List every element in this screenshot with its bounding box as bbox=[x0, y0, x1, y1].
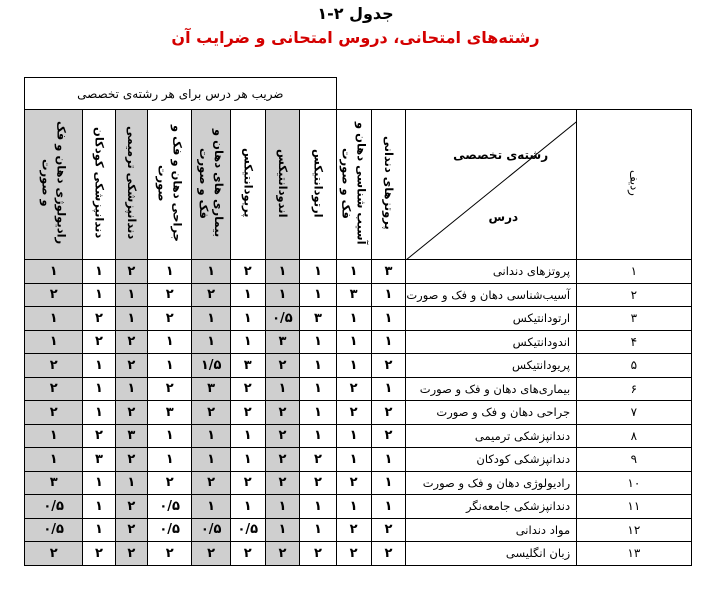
coefficients-table bbox=[24, 77, 711, 566]
specialty-header-3 bbox=[300, 110, 336, 260]
coefficient-cell: ۱ bbox=[300, 260, 336, 284]
coefficient-cell: ۲ bbox=[25, 283, 83, 307]
coefficient-cell: ۳ bbox=[230, 354, 265, 378]
coefficient-cell: ۱ bbox=[25, 424, 83, 448]
coefficient-cell: ۰/۵ bbox=[147, 495, 191, 519]
coefficient-cell: ۱ bbox=[147, 424, 191, 448]
coefficient-cell: ۳ bbox=[147, 401, 191, 425]
specialty-header-4 bbox=[265, 110, 300, 260]
coefficient-cell: ۲ bbox=[25, 542, 83, 566]
coefficient-cell: ۲ bbox=[371, 542, 406, 566]
coefficient-cell: ۲ bbox=[83, 542, 115, 566]
specialty-header-8 bbox=[115, 110, 147, 260]
table-row bbox=[25, 471, 711, 495]
specialty-label: رادیولوژی دهان و فک و صورت bbox=[39, 121, 69, 245]
coefficient-cell: ۲ bbox=[115, 518, 147, 542]
course-name: دندانپزشکی جامعه‌نگر bbox=[406, 495, 577, 519]
coefficient-cell: ۱ bbox=[371, 448, 406, 472]
coefficient-cell: ۱ bbox=[300, 495, 336, 519]
coefficient-cell: ۱ bbox=[192, 330, 231, 354]
specialty-header-row bbox=[25, 110, 711, 260]
coefficient-cell: ۲ bbox=[265, 424, 300, 448]
coefficient-cell: ۰/۵ bbox=[25, 518, 83, 542]
coefficient-cell: ۳ bbox=[115, 424, 147, 448]
specialty-course-diagonal-header bbox=[406, 110, 577, 260]
coefficient-cell: ۰/۵ bbox=[25, 495, 83, 519]
coefficient-cell: ۲ bbox=[192, 401, 231, 425]
coefficient-cell: ۱ bbox=[336, 354, 371, 378]
coefficient-cell: ۲ bbox=[25, 377, 83, 401]
coefficient-cell: ۲ bbox=[371, 354, 406, 378]
coefficient-cell: ۰/۵ bbox=[265, 307, 300, 331]
coefficient-cell: ۱ bbox=[230, 495, 265, 519]
table-row bbox=[25, 518, 711, 542]
table-body bbox=[25, 78, 711, 566]
coefficient-cell: ۳ bbox=[25, 471, 83, 495]
coefficient-cell: ۱ bbox=[300, 424, 336, 448]
coefficient-cell: ۲ bbox=[115, 448, 147, 472]
row-number: ۳ bbox=[577, 307, 691, 331]
coefficient-cell: ۱ bbox=[147, 260, 191, 284]
row-number: ۸ bbox=[577, 424, 691, 448]
coefficient-cell: ۱ bbox=[83, 518, 115, 542]
coefficient-cell: ۲ bbox=[336, 518, 371, 542]
coefficient-cell: ۱ bbox=[300, 518, 336, 542]
coefficient-cell: ۱ bbox=[115, 283, 147, 307]
coefficient-cell: ۲ bbox=[115, 354, 147, 378]
coefficient-cell: ۱/۵ bbox=[192, 354, 231, 378]
coefficient-cell: ۱ bbox=[300, 330, 336, 354]
coefficient-cell: ۳ bbox=[192, 377, 231, 401]
coefficient-cell: ۲ bbox=[83, 330, 115, 354]
course-name: بیماری‌های دهان و فک و صورت bbox=[406, 377, 577, 401]
coefficient-cell: ۱ bbox=[265, 283, 300, 307]
coefficient-cell: ۱ bbox=[300, 354, 336, 378]
coefficient-cell: ۱ bbox=[83, 495, 115, 519]
specialty-header-10 bbox=[25, 110, 83, 260]
row-number: ۱۲ bbox=[577, 518, 691, 542]
coefficient-cell: ۱ bbox=[192, 448, 231, 472]
coefficient-cell: ۱ bbox=[265, 377, 300, 401]
course-name: دندانپزشکی ترمیمی bbox=[406, 424, 577, 448]
specialty-label: دندانپزشکی ترمیمی bbox=[124, 126, 139, 240]
specialty-axis-label: رشته‌ی تخصصی bbox=[453, 148, 549, 162]
coefficient-cell: ۱ bbox=[192, 260, 231, 284]
coefficient-cell: ۱ bbox=[265, 260, 300, 284]
coefficient-cell: ۲ bbox=[265, 401, 300, 425]
coefficient-cell: ۱ bbox=[336, 495, 371, 519]
coefficient-cell: ۲ bbox=[115, 330, 147, 354]
coefficient-cell: ۳ bbox=[371, 260, 406, 284]
coefficient-cell: ۰/۵ bbox=[147, 518, 191, 542]
coefficient-cell: ۱ bbox=[83, 401, 115, 425]
coefficient-cell: ۲ bbox=[115, 401, 147, 425]
coefficient-cell: ۱ bbox=[300, 377, 336, 401]
coefficient-cell: ۱ bbox=[336, 307, 371, 331]
row-number-header bbox=[577, 110, 691, 260]
coefficient-cell: ۲ bbox=[336, 377, 371, 401]
coefficient-cell: ۱ bbox=[371, 377, 406, 401]
coefficient-cell: ۲ bbox=[147, 471, 191, 495]
table-row bbox=[25, 542, 711, 566]
coefficient-cell: ۲ bbox=[147, 377, 191, 401]
coefficient-cell: ۲ bbox=[147, 307, 191, 331]
specialty-label: جراحی دهان و فک و صورت bbox=[155, 124, 185, 242]
coefficient-cell: ۱ bbox=[115, 307, 147, 331]
row-number: ۷ bbox=[577, 401, 691, 425]
table-row bbox=[25, 448, 711, 472]
coefficient-cell: ۲ bbox=[265, 448, 300, 472]
course-name: جراحی دهان و فک و صورت bbox=[406, 401, 577, 425]
coefficient-cell: ۱ bbox=[83, 283, 115, 307]
specialty-header-7 bbox=[147, 110, 191, 260]
table-row bbox=[25, 401, 711, 425]
specialty-header-6 bbox=[192, 110, 231, 260]
coefficient-cell: ۱ bbox=[25, 307, 83, 331]
table-row bbox=[25, 495, 711, 519]
coefficient-cell: ۱ bbox=[300, 401, 336, 425]
coefficient-cell: ۲ bbox=[230, 377, 265, 401]
coefficient-cell: ۲ bbox=[115, 260, 147, 284]
course-name: رادیولوژی دهان و فک و صورت bbox=[406, 471, 577, 495]
coefficient-cell: ۲ bbox=[25, 354, 83, 378]
coefficient-cell: ۲ bbox=[300, 542, 336, 566]
coefficient-cell: ۲ bbox=[336, 471, 371, 495]
coefficient-cell: ۱ bbox=[371, 330, 406, 354]
coefficient-cell: ۲ bbox=[230, 260, 265, 284]
row-number: ۱۳ bbox=[577, 542, 691, 566]
coefficient-cell: ۱ bbox=[336, 330, 371, 354]
course-name: ارتودانتیکس bbox=[406, 307, 577, 331]
coefficient-cell: ۲ bbox=[192, 283, 231, 307]
specialty-label: ارتودانتیکس bbox=[311, 148, 326, 218]
course-name: زبان انگلیسی bbox=[406, 542, 577, 566]
table-row bbox=[25, 283, 711, 307]
coefficient-cell: ۱ bbox=[265, 495, 300, 519]
coefficient-cell: ۳ bbox=[336, 283, 371, 307]
coefficient-cell: ۱ bbox=[115, 377, 147, 401]
coefficient-cell: ۱ bbox=[371, 307, 406, 331]
coefficient-cell: ۲ bbox=[230, 401, 265, 425]
specialty-label: اندودانتیکس bbox=[275, 148, 290, 218]
coefficient-cell: ۱ bbox=[300, 283, 336, 307]
coefficient-cell: ۲ bbox=[371, 401, 406, 425]
coefficient-cell: ۱ bbox=[147, 354, 191, 378]
coefficient-cell: ۱ bbox=[265, 518, 300, 542]
coefficient-cell: ۲ bbox=[230, 471, 265, 495]
specialty-label: دندانپزشکی کودکان bbox=[92, 127, 107, 239]
table-row bbox=[25, 377, 711, 401]
coefficient-cell: ۲ bbox=[371, 424, 406, 448]
course-name: دندانپزشکی کودکان bbox=[406, 448, 577, 472]
course-name: پریودانتیکس bbox=[406, 354, 577, 378]
coefficient-cell: ۲ bbox=[83, 307, 115, 331]
row-number-label: ردیف bbox=[627, 170, 642, 196]
course-name: پروتزهای دندانی bbox=[406, 260, 577, 284]
row-number: ۱۰ bbox=[577, 471, 691, 495]
coefficient-cell: ۲ bbox=[265, 471, 300, 495]
table-caption: رشته‌های امتحانی، دروس امتحانی و ضرایب آن bbox=[171, 28, 540, 47]
coefficient-cell: ۱ bbox=[230, 424, 265, 448]
coefficient-cell: ۲ bbox=[300, 448, 336, 472]
coefficient-cell: ۱ bbox=[25, 330, 83, 354]
coefficient-cell: ۱ bbox=[192, 424, 231, 448]
coefficient-cell: ۲ bbox=[371, 518, 406, 542]
coefficient-cell: ۱ bbox=[371, 283, 406, 307]
course-name: مواد دندانی bbox=[406, 518, 577, 542]
row-number: ۴ bbox=[577, 330, 691, 354]
diagonal-line bbox=[406, 110, 576, 260]
coefficient-cell: ۲ bbox=[192, 471, 231, 495]
coefficient-cell: ۱ bbox=[336, 424, 371, 448]
coefficient-cell: ۲ bbox=[147, 542, 191, 566]
coefficient-group-header: ضریب هر درس برای هر رشته‌ی تخصصی bbox=[25, 78, 337, 110]
coefficient-cell: ۲ bbox=[115, 495, 147, 519]
coefficient-cell: ۰/۵ bbox=[230, 518, 265, 542]
coefficient-cell: ۲ bbox=[336, 542, 371, 566]
coefficient-cell: ۱ bbox=[83, 377, 115, 401]
coefficient-cell: ۱ bbox=[83, 471, 115, 495]
coefficient-cell: ۱ bbox=[336, 448, 371, 472]
table-row bbox=[25, 424, 711, 448]
coefficient-cell: ۲ bbox=[83, 424, 115, 448]
course-name: اندودانتیکس bbox=[406, 330, 577, 354]
coefficient-cell: ۱ bbox=[192, 307, 231, 331]
table-row bbox=[25, 307, 711, 331]
coefficient-cell: ۱ bbox=[230, 448, 265, 472]
coefficient-cell: ۱ bbox=[25, 448, 83, 472]
coefficient-cell: ۱ bbox=[371, 471, 406, 495]
coefficient-cell: ۲ bbox=[300, 471, 336, 495]
coefficient-cell: ۱ bbox=[83, 260, 115, 284]
row-number: ۱۱ bbox=[577, 495, 691, 519]
coefficient-cell: ۳ bbox=[265, 330, 300, 354]
coefficient-cell: ۱ bbox=[25, 260, 83, 284]
coefficient-cell: ۰/۵ bbox=[192, 518, 231, 542]
coefficient-cell: ۳ bbox=[83, 448, 115, 472]
specialty-header-9 bbox=[83, 110, 115, 260]
specialty-label: آسیب شناسی دهان و فک و صورت bbox=[339, 121, 369, 245]
coefficient-cell: ۱ bbox=[230, 307, 265, 331]
header-spacer bbox=[336, 78, 711, 110]
specialty-header-1 bbox=[371, 110, 406, 260]
specialty-header-5 bbox=[230, 110, 265, 260]
coefficient-cell: ۲ bbox=[265, 542, 300, 566]
coefficient-cell: ۱ bbox=[147, 448, 191, 472]
coefficient-cell: ۲ bbox=[265, 354, 300, 378]
coefficient-cell: ۱ bbox=[147, 330, 191, 354]
coefficient-cell: ۱ bbox=[230, 283, 265, 307]
specialty-label: پروتزهای دندانی bbox=[381, 136, 396, 230]
coefficient-cell: ۲ bbox=[25, 401, 83, 425]
course-axis-label: درس bbox=[488, 210, 519, 224]
row-number: ۲ bbox=[577, 283, 691, 307]
coefficient-cell: ۲ bbox=[336, 401, 371, 425]
row-number: ۶ bbox=[577, 377, 691, 401]
coefficient-cell: ۳ bbox=[300, 307, 336, 331]
coefficient-cell: ۱ bbox=[336, 260, 371, 284]
coefficient-cell: ۲ bbox=[115, 542, 147, 566]
coefficient-cell: ۱ bbox=[83, 354, 115, 378]
coefficient-cell: ۱ bbox=[371, 495, 406, 519]
table-number: جدول ۲-۱ bbox=[317, 4, 394, 23]
coefficient-cell: ۱ bbox=[115, 471, 147, 495]
course-name: آسیب‌شناسی دهان و فک و صورت bbox=[406, 283, 577, 307]
header-group-row bbox=[25, 78, 711, 110]
table-row bbox=[25, 260, 711, 284]
coefficient-cell: ۱ bbox=[192, 495, 231, 519]
coefficient-cell: ۲ bbox=[230, 542, 265, 566]
row-number: ۹ bbox=[577, 448, 691, 472]
coefficient-cell: ۱ bbox=[230, 330, 265, 354]
row-number: ۵ bbox=[577, 354, 691, 378]
coefficient-cell: ۲ bbox=[147, 283, 191, 307]
table-row bbox=[25, 330, 711, 354]
specialty-label: بیماری های دهان و فک و صورت bbox=[197, 128, 227, 238]
row-number: ۱ bbox=[577, 260, 691, 284]
table-row bbox=[25, 354, 711, 378]
specialty-header-2 bbox=[336, 110, 371, 260]
specialty-label: پریودانتیکس bbox=[241, 148, 256, 218]
coefficient-cell: ۲ bbox=[192, 542, 231, 566]
